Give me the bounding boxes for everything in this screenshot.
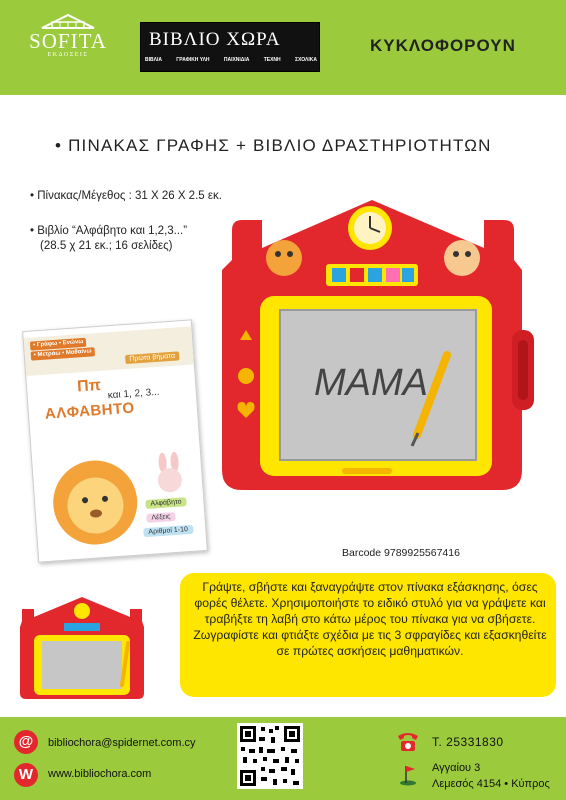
barcode-text: Barcode 9789925567416 — [342, 547, 460, 559]
publisher-name: SOFITA — [29, 29, 107, 53]
location-pin-icon — [398, 762, 418, 786]
phone-text: Τ. 25331830 — [432, 735, 504, 749]
store-name: ΒΙΒΛΙΟ ΧΩΡΑ — [149, 29, 281, 50]
store-category: ΓΡΑΦΙΚΗ ΥΛΗ — [176, 57, 210, 63]
spec-size: • Πίνακας/Μέγεθος : 31 Χ 26 Χ 2.5 εκ. — [30, 190, 222, 202]
website-icon: W — [14, 763, 38, 787]
address-line2: Λεμεσός 4154 • Κύπρος — [432, 778, 550, 790]
book-label: Αλφάβητο — [145, 497, 187, 509]
book-tag: • Μετράω • Μαθαίνω — [31, 347, 95, 360]
lion-illustration — [42, 444, 149, 551]
store-category: ΠΑΙΧΝΙΔΙΑ — [223, 57, 250, 63]
sofita-logo — [14, 12, 122, 74]
store-category: ΤΕΧΝΗ — [263, 57, 281, 63]
page-title: • ΠΙΝΑΚΑΣ ΓΡΑΦΗΣ + ΒΙΒΛΙΟ ΔΡΑΣΤΗΡΙΟΤΗΤΩΝ — [55, 136, 492, 155]
store-category: ΒΙΒΛΙΑ — [145, 57, 162, 63]
qr-code — [237, 723, 303, 789]
store-categories — [145, 57, 317, 63]
book-subtitle: και 1, 2, 3... — [107, 386, 160, 402]
store-logo — [140, 22, 320, 72]
book-pretag: Πρώτα βήματα — [125, 351, 179, 364]
book-label: Αριθμοί 1-10 — [143, 525, 193, 537]
description-text: Γράψτε, σβήστε και ξαναγράψτε στον πίνακα εξάσκησης, όσες φορές θέλετε. Χρησιμοποιήστε το ειδικό στυλό για να γράψετε και τραβήξτε τη λαβή στο κάτω μέρος του πίνακα για να σβήσετε. Ζωγραφίστε και φτιάξτε σχέδια με τις 3 σφραγίδες και εξασκηθείτε σε πρώτες ασκήσεις μαθηματικών. — [193, 580, 547, 658]
publisher-subtitle: ΕΚΔΟΣΕΙΣ — [47, 52, 89, 58]
spec-book-title: • Βιβλίο “Αλφάβητο και 1,2,3...” — [30, 225, 188, 237]
store-category: ΣΧΟΛΙΚΑ — [294, 57, 317, 63]
book-label: Λέξεις — [146, 512, 176, 523]
book-cover-image — [22, 319, 208, 562]
email-text[interactable]: bibliochora@spidernet.com.cy — [48, 737, 196, 749]
header-tagline: ΚΥΚΛΟΦΟΡΟΥΝ — [370, 36, 516, 55]
phone-icon — [396, 730, 420, 752]
small-board-image — [18, 593, 146, 701]
website-link[interactable]: www.bibliochora.com — [48, 768, 152, 780]
board-screen-text: ΜΑΜΑ — [314, 362, 428, 404]
rabbit-illustration — [150, 451, 189, 497]
spec-book-details: (28.5 χ 21 εκ.; 16 σελίδες) — [40, 240, 173, 252]
address-line1: Αγγαίου 3 — [432, 762, 481, 774]
book-letter: Ππ — [76, 376, 102, 396]
book-title: ΑΛΦΑΒΗΤΟ — [44, 399, 136, 423]
drawing-board-image — [222, 190, 542, 500]
description-box — [180, 573, 556, 697]
spec-book — [30, 224, 187, 254]
house-roof-icon — [38, 12, 98, 30]
email-icon: @ — [14, 730, 38, 754]
book-tag: • Γράφω • Ενώνω — [30, 338, 87, 351]
